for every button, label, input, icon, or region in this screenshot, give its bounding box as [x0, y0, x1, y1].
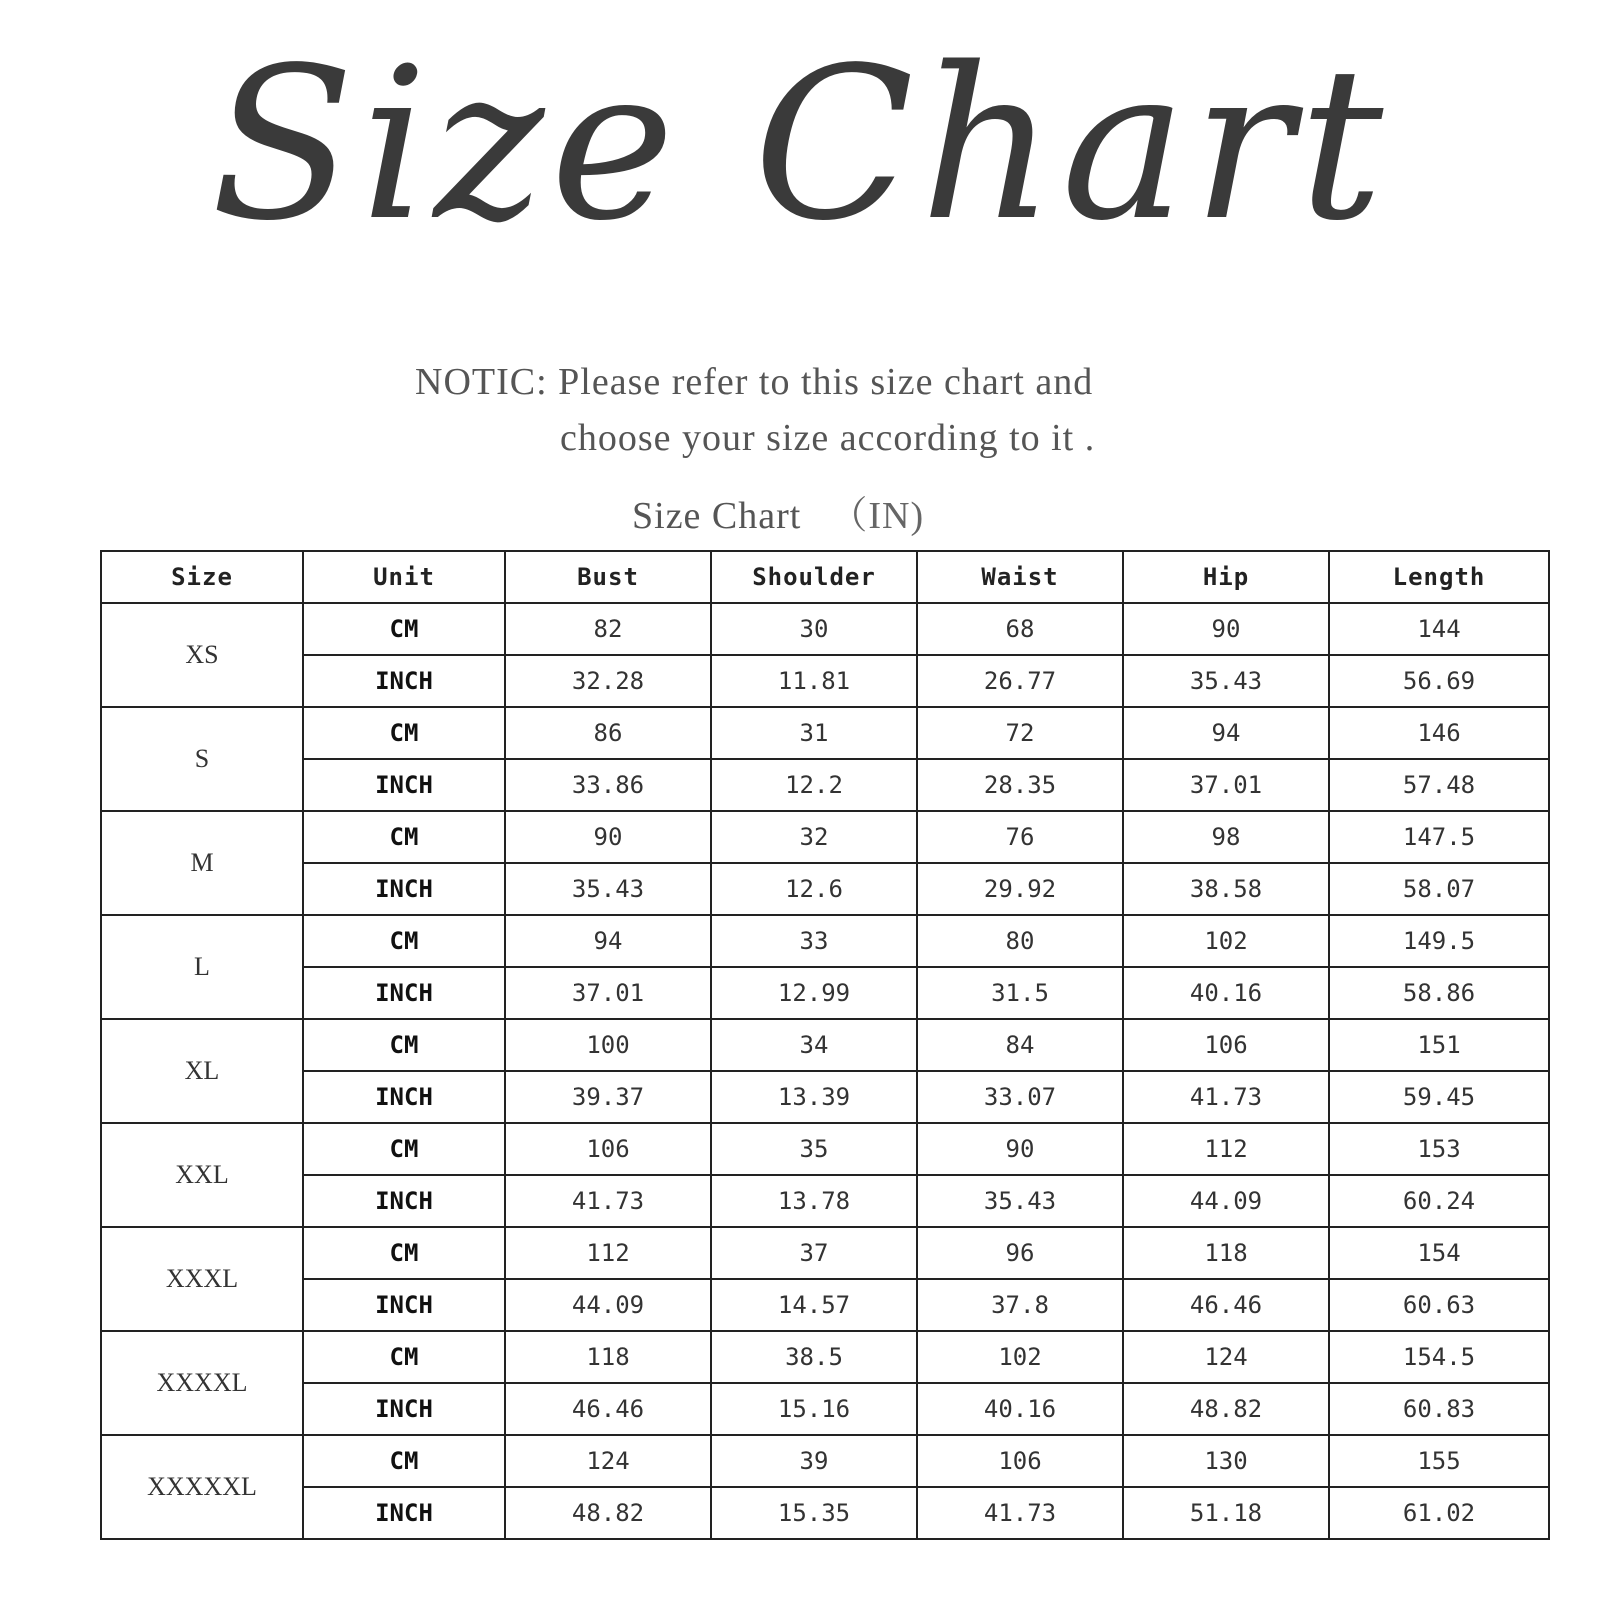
unit-label: INCH [303, 1175, 505, 1227]
bust-value: 48.82 [505, 1487, 711, 1539]
size-label: L [101, 915, 303, 1019]
bust-value: 86 [505, 707, 711, 759]
bust-value: 124 [505, 1435, 711, 1487]
column-header-length: Length [1329, 551, 1549, 603]
unit-label: CM [303, 1227, 505, 1279]
table-row [101, 1123, 1549, 1175]
bust-value: 35.43 [505, 863, 711, 915]
shoulder-value: 35 [711, 1123, 917, 1175]
bust-value: 44.09 [505, 1279, 711, 1331]
hip-value: 90 [1123, 603, 1329, 655]
unit-label: INCH [303, 1487, 505, 1539]
hip-value: 102 [1123, 915, 1329, 967]
table-row [101, 1227, 1549, 1279]
unit-label: CM [303, 811, 505, 863]
unit-label: INCH [303, 1279, 505, 1331]
bust-value: 100 [505, 1019, 711, 1071]
table-row [101, 1071, 1549, 1123]
length-value: 155 [1329, 1435, 1549, 1487]
unit-label: CM [303, 603, 505, 655]
length-value: 153 [1329, 1123, 1549, 1175]
table-caption [632, 484, 924, 539]
table-header-row [101, 551, 1549, 603]
unit-label: INCH [303, 967, 505, 1019]
shoulder-value: 34 [711, 1019, 917, 1071]
bust-value: 112 [505, 1227, 711, 1279]
hip-value: 46.46 [1123, 1279, 1329, 1331]
hip-value: 40.16 [1123, 967, 1329, 1019]
shoulder-value: 37 [711, 1227, 917, 1279]
column-header-size: Size [101, 551, 303, 603]
waist-value: 76 [917, 811, 1123, 863]
hip-value: 94 [1123, 707, 1329, 759]
table-row [101, 655, 1549, 707]
bust-value: 33.86 [505, 759, 711, 811]
shoulder-value: 12.6 [711, 863, 917, 915]
waist-value: 40.16 [917, 1383, 1123, 1435]
shoulder-value: 12.99 [711, 967, 917, 1019]
hip-value: 124 [1123, 1331, 1329, 1383]
unit-label: INCH [303, 1071, 505, 1123]
column-header-waist: Waist [917, 551, 1123, 603]
waist-value: 41.73 [917, 1487, 1123, 1539]
size-label: XXXL [101, 1227, 303, 1331]
shoulder-value: 15.35 [711, 1487, 917, 1539]
waist-value: 33.07 [917, 1071, 1123, 1123]
unit-label: INCH [303, 655, 505, 707]
table-row [101, 603, 1549, 655]
table-row [101, 1383, 1549, 1435]
table-row [101, 707, 1549, 759]
size-label: S [101, 707, 303, 811]
hip-value: 41.73 [1123, 1071, 1329, 1123]
length-value: 58.07 [1329, 863, 1549, 915]
waist-value: 68 [917, 603, 1123, 655]
table-caption-text: Size Chart [632, 495, 802, 537]
unit-label: CM [303, 707, 505, 759]
size-table-body [101, 603, 1549, 1539]
waist-value: 96 [917, 1227, 1123, 1279]
table-row [101, 1487, 1549, 1539]
size-table [100, 550, 1550, 1540]
unit-label: CM [303, 1331, 505, 1383]
waist-value: 102 [917, 1331, 1123, 1383]
waist-value: 35.43 [917, 1175, 1123, 1227]
table-row [101, 1019, 1549, 1071]
shoulder-value: 11.81 [711, 655, 917, 707]
table-row [101, 1435, 1549, 1487]
table-row [101, 863, 1549, 915]
unit-label: CM [303, 1123, 505, 1175]
column-header-hip: Hip [1123, 551, 1329, 603]
length-value: 56.69 [1329, 655, 1549, 707]
length-value: 147.5 [1329, 811, 1549, 863]
notice-line-2: choose your size according to it . [560, 417, 1096, 459]
hip-value: 112 [1123, 1123, 1329, 1175]
table-row [101, 759, 1549, 811]
hip-value: 48.82 [1123, 1383, 1329, 1435]
table-row [101, 1279, 1549, 1331]
size-label: M [101, 811, 303, 915]
unit-label: INCH [303, 759, 505, 811]
shoulder-value: 39 [711, 1435, 917, 1487]
shoulder-value: 13.39 [711, 1071, 917, 1123]
waist-value: 31.5 [917, 967, 1123, 1019]
hip-value: 118 [1123, 1227, 1329, 1279]
table-row [101, 811, 1549, 863]
bust-value: 118 [505, 1331, 711, 1383]
hip-value: 35.43 [1123, 655, 1329, 707]
bust-value: 37.01 [505, 967, 711, 1019]
shoulder-value: 33 [711, 915, 917, 967]
bust-value: 46.46 [505, 1383, 711, 1435]
bust-value: 82 [505, 603, 711, 655]
size-label: XXXXL [101, 1331, 303, 1435]
table-row [101, 967, 1549, 1019]
length-value: 154.5 [1329, 1331, 1549, 1383]
waist-value: 37.8 [917, 1279, 1123, 1331]
size-label: XL [101, 1019, 303, 1123]
waist-value: 29.92 [917, 863, 1123, 915]
waist-value: 84 [917, 1019, 1123, 1071]
table-caption-unit: （IN) [829, 495, 925, 537]
column-header-bust: Bust [505, 551, 711, 603]
waist-value: 90 [917, 1123, 1123, 1175]
notice-line-1: NOTIC: Please refer to this size chart and [415, 361, 1094, 403]
length-value: 154 [1329, 1227, 1549, 1279]
bust-value: 106 [505, 1123, 711, 1175]
hip-value: 44.09 [1123, 1175, 1329, 1227]
page-title: Size Chart [210, 22, 1390, 267]
waist-value: 28.35 [917, 759, 1123, 811]
waist-value: 80 [917, 915, 1123, 967]
bust-value: 41.73 [505, 1175, 711, 1227]
shoulder-value: 30 [711, 603, 917, 655]
size-label: XXXXXL [101, 1435, 303, 1539]
hip-value: 38.58 [1123, 863, 1329, 915]
length-value: 59.45 [1329, 1071, 1549, 1123]
column-header-shoulder: Shoulder [711, 551, 917, 603]
hip-value: 130 [1123, 1435, 1329, 1487]
bust-value: 39.37 [505, 1071, 711, 1123]
unit-label: CM [303, 1019, 505, 1071]
shoulder-value: 12.2 [711, 759, 917, 811]
length-value: 57.48 [1329, 759, 1549, 811]
size-label: XS [101, 603, 303, 707]
bust-value: 90 [505, 811, 711, 863]
length-value: 58.86 [1329, 967, 1549, 1019]
length-value: 60.63 [1329, 1279, 1549, 1331]
length-value: 61.02 [1329, 1487, 1549, 1539]
shoulder-value: 32 [711, 811, 917, 863]
table-row [101, 1175, 1549, 1227]
hip-value: 106 [1123, 1019, 1329, 1071]
length-value: 151 [1329, 1019, 1549, 1071]
unit-label: INCH [303, 1383, 505, 1435]
bust-value: 94 [505, 915, 711, 967]
length-value: 144 [1329, 603, 1549, 655]
length-value: 60.24 [1329, 1175, 1549, 1227]
bust-value: 32.28 [505, 655, 711, 707]
length-value: 149.5 [1329, 915, 1549, 967]
waist-value: 26.77 [917, 655, 1123, 707]
shoulder-value: 15.16 [711, 1383, 917, 1435]
unit-label: CM [303, 1435, 505, 1487]
waist-value: 106 [917, 1435, 1123, 1487]
length-value: 60.83 [1329, 1383, 1549, 1435]
shoulder-value: 31 [711, 707, 917, 759]
unit-label: INCH [303, 863, 505, 915]
column-header-unit: Unit [303, 551, 505, 603]
length-value: 146 [1329, 707, 1549, 759]
hip-value: 98 [1123, 811, 1329, 863]
size-label: XXL [101, 1123, 303, 1227]
shoulder-value: 13.78 [711, 1175, 917, 1227]
hip-value: 37.01 [1123, 759, 1329, 811]
table-row [101, 1331, 1549, 1383]
unit-label: CM [303, 915, 505, 967]
shoulder-value: 38.5 [711, 1331, 917, 1383]
waist-value: 72 [917, 707, 1123, 759]
hip-value: 51.18 [1123, 1487, 1329, 1539]
shoulder-value: 14.57 [711, 1279, 917, 1331]
table-row [101, 915, 1549, 967]
